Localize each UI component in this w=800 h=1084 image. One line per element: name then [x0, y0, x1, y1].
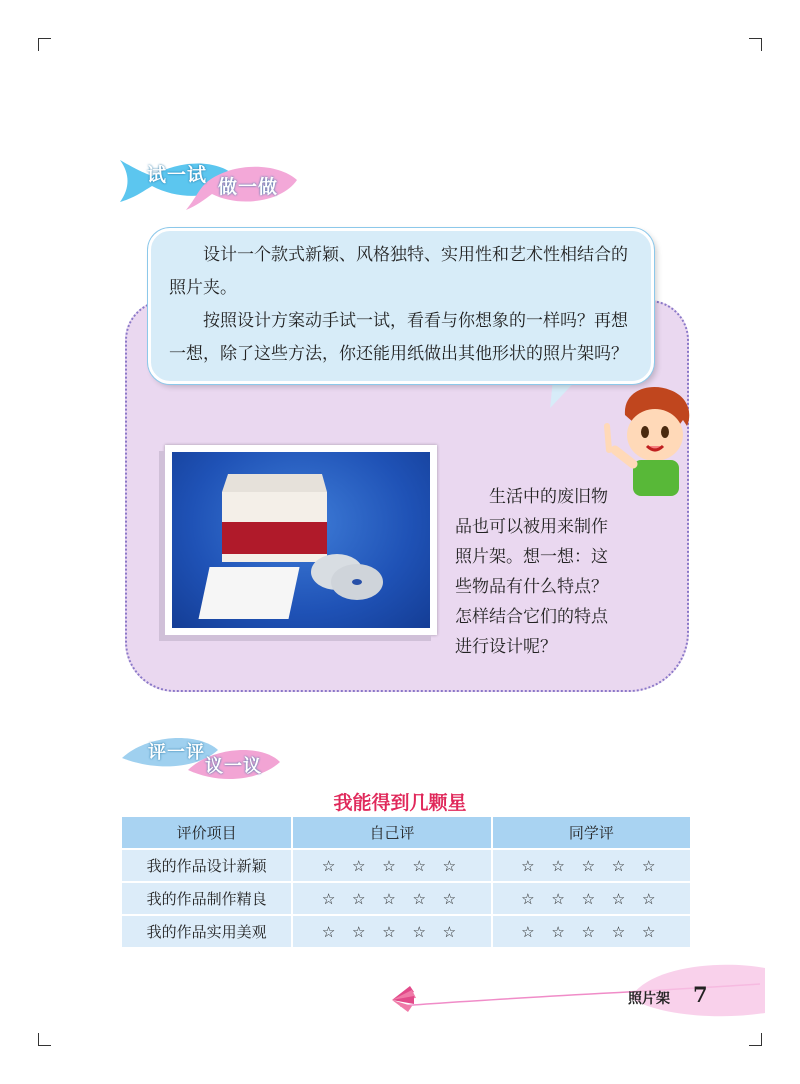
side-line: 生活中的废旧物 — [489, 487, 608, 507]
self-stars[interactable]: ☆ ☆ ☆ ☆ ☆ — [292, 882, 491, 915]
header-item: 评价项目 — [121, 816, 292, 849]
row-item: 我的作品制作精良 — [121, 882, 292, 915]
crop-mark-top-right — [749, 38, 762, 51]
table-row — [121, 882, 691, 915]
side-line: 怎样结合它们的特点 — [455, 607, 608, 627]
bubble-paragraph-1: 设计一个款式新颖、风格独特、实用性和艺术性相结合的照片夹。 — [169, 245, 628, 298]
speech-bubble — [148, 228, 654, 384]
crop-mark-bottom-right — [749, 1033, 762, 1046]
header-self: 自己评 — [292, 816, 491, 849]
side-line: 些物品有什么特点？ — [455, 577, 608, 597]
crop-mark-top-left — [38, 38, 51, 51]
self-stars[interactable]: ☆ ☆ ☆ ☆ ☆ — [292, 915, 491, 948]
desk-calendar-photo — [172, 452, 430, 628]
side-line: 品也可以被用来制作 — [455, 517, 608, 537]
crop-mark-bottom-left — [38, 1033, 51, 1046]
table-header-row — [121, 816, 691, 849]
self-stars[interactable]: ☆ ☆ ☆ ☆ ☆ — [292, 849, 491, 882]
peer-stars[interactable]: ☆ ☆ ☆ ☆ ☆ — [492, 915, 691, 948]
side-line: 照片架。想一想：这 — [455, 547, 608, 567]
evaluation-title: 我能得到几颗星 — [333, 792, 467, 814]
header-peer: 同学评 — [492, 816, 691, 849]
peer-stars[interactable]: ☆ ☆ ☆ ☆ ☆ — [492, 882, 691, 915]
evaluation-table — [120, 815, 692, 949]
footer-section-name: 照片架 — [628, 991, 670, 1007]
photo-frame — [165, 445, 437, 635]
bubble-paragraph-2: 按照设计方案动手试一试，看看与你想象的一样吗？再想一想，除了这些方法，你还能用纸做出其他形状的照片架吗？ — [169, 311, 628, 364]
row-item: 我的作品设计新颖 — [121, 849, 292, 882]
peer-stars[interactable]: ☆ ☆ ☆ ☆ ☆ — [492, 849, 691, 882]
side-paragraph — [455, 482, 655, 662]
footer-decoration — [380, 958, 770, 1028]
badge-discuss: 议一议 — [205, 756, 262, 777]
badge-do: 做一做 — [218, 176, 279, 198]
table-row — [121, 849, 691, 882]
row-item: 我的作品实用美观 — [121, 915, 292, 948]
side-line: 进行设计呢？ — [455, 637, 557, 657]
page-number: 7 — [693, 982, 708, 1007]
table-row — [121, 915, 691, 948]
badge-evaluate: 评一评 — [148, 742, 205, 763]
badge-try: 试一试 — [147, 164, 208, 186]
